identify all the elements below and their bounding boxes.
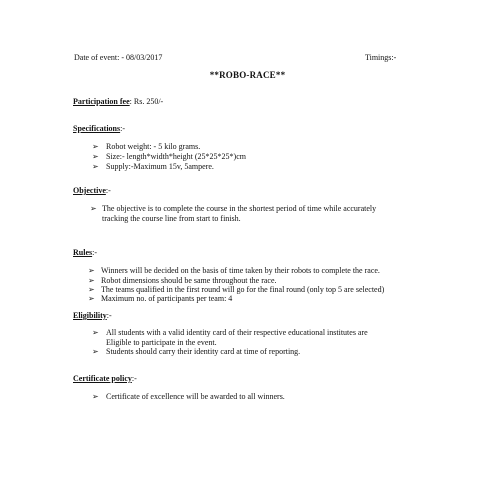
eligibility-heading (73, 311, 112, 321)
arrow-bullet-icon: ➢ (92, 162, 99, 171)
rules-item-text: Maximum no. of participants per team: 4 (101, 294, 233, 303)
specifications-label: Specifications (73, 124, 121, 133)
event-date: Date of event: - 08/03/2017 (74, 53, 163, 62)
spec-item-text: Robot weight: - 5 kilo grams. (106, 142, 201, 151)
specifications-suffix: :- (120, 124, 125, 133)
rules-heading (73, 248, 97, 258)
eligibility-label: Eligibility (73, 311, 107, 320)
arrow-bullet-icon: ➢ (88, 276, 95, 285)
certificate-item-text: Certificate of excellence will be awarded to all winners. (106, 392, 285, 401)
arrow-bullet-icon: ➢ (92, 142, 99, 151)
participation-fee-value: : Rs. 250/- (129, 97, 164, 106)
objective-item-line1: The objective is to complete the course in the shortest period of time while accurately (102, 204, 377, 213)
certificate-suffix: :- (131, 374, 137, 383)
certificate-label: Certificate policy (73, 374, 132, 383)
objective-heading (73, 186, 111, 196)
eligibility-item-line2: Eligible to participate in the event. (106, 338, 217, 347)
arrow-bullet-icon: ➢ (88, 285, 95, 294)
certificate-heading (73, 374, 137, 384)
arrow-bullet-icon: ➢ (90, 204, 97, 213)
arrow-bullet-icon: ➢ (88, 266, 95, 275)
specifications-heading (73, 124, 125, 134)
eligibility-item-line1: Students should carry their identity card at time of reporting. (106, 347, 301, 356)
rules-item-text: Robot dimensions should be same throughout the race. (101, 276, 277, 285)
eligibility-item-line1: All students with a valid identity card of their respective educational institutes are (106, 328, 368, 337)
arrow-bullet-icon: ➢ (92, 328, 99, 337)
rules-label: Rules (73, 248, 93, 257)
participation-fee-line (73, 97, 163, 107)
objective-item-line2: tracking the course line from start to finish. (102, 214, 241, 223)
spec-item-text: Size:- length*width*height (25*25*25*)cm (106, 152, 246, 161)
spec-item-text: Supply:-Maximum 15v, 5ampere. (106, 162, 214, 171)
arrow-bullet-icon: ➢ (92, 347, 99, 356)
arrow-bullet-icon: ➢ (88, 294, 95, 303)
eligibility-suffix: :- (106, 311, 112, 320)
rules-suffix: :- (92, 248, 98, 257)
rules-item-text: The teams qualified in the first round will go for the final round (only top 5 are selected) (101, 285, 385, 294)
event-timings: Timings:- (365, 53, 397, 62)
arrow-bullet-icon: ➢ (92, 392, 99, 401)
objective-suffix: :- (105, 186, 111, 195)
participation-fee-label: Participation fee (73, 97, 130, 106)
objective-label: Objective (73, 186, 106, 195)
page-title: **ROBO-RACE** (209, 70, 286, 80)
arrow-bullet-icon: ➢ (92, 152, 99, 161)
rules-item-text: Winners will be decided on the basis of time taken by their robots to complete the race. (101, 266, 380, 275)
